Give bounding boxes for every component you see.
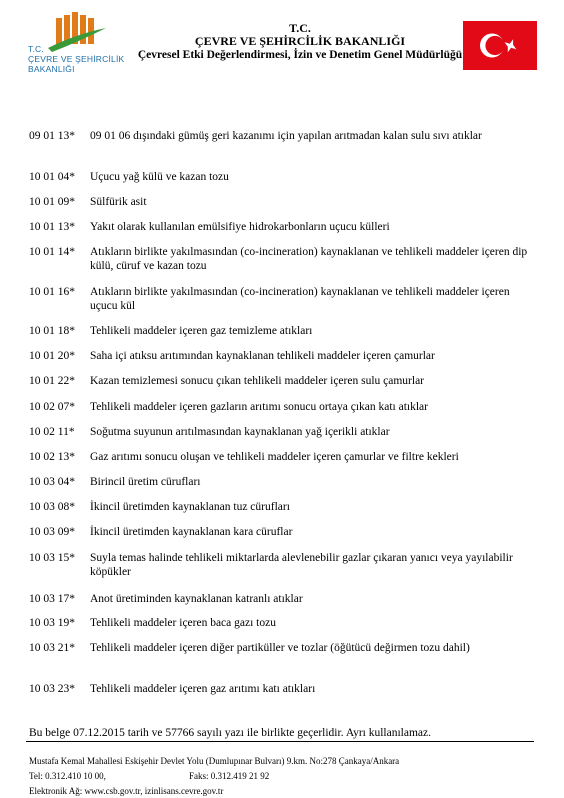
waste-code: 10 03 04* [29, 476, 75, 488]
list-item [29, 286, 539, 313]
waste-description: Atıkların birlikte yakılmasından (co-incineration) kaynaklanan ve tehlikeli maddeler içeren dip külü, cüruf ve kazan tozu [90, 246, 528, 272]
waste-description: Atıkların birlikte yakılmasından (co-incineration) kaynaklanan ve tehlikeli maddeler içeren uçucu kül [90, 286, 510, 312]
waste-code: 10 01 16* [29, 286, 75, 298]
footer-address: Mustafa Kemal Mahallesi Eskişehir Devlet Yolu (Dumlupınar Bulvarı) 9.km. No:278 Çankaya/Ankara [29, 756, 400, 766]
waste-code: 10 03 19* [29, 617, 75, 629]
list-item [29, 683, 539, 697]
list-item [29, 476, 539, 490]
waste-code: 10 01 13* [29, 221, 75, 233]
waste-description: Tehlikeli maddeler içeren gaz arıtımı katı atıkları [90, 683, 316, 695]
list-item [29, 375, 539, 389]
waste-code: 10 03 17* [29, 593, 75, 605]
turkish-flag-icon [463, 21, 537, 70]
waste-description: Tehlikeli maddeler içeren baca gazı tozu [90, 617, 276, 629]
list-item [29, 451, 539, 465]
list-item [29, 196, 539, 210]
waste-description: Saha içi atıksu arıtımından kaynaklanan tehlikeli maddeler içeren çamurlar [90, 350, 435, 362]
waste-code: 10 03 23* [29, 683, 75, 695]
waste-code: 10 03 21* [29, 642, 75, 654]
waste-description: Anot üretiminden kaynaklanan katranlı atıklar [90, 593, 303, 605]
waste-description: Birincil üretim cürufları [90, 476, 201, 488]
list-item [29, 130, 539, 144]
waste-code: 09 01 13* [29, 130, 75, 142]
waste-code: 10 02 11* [29, 426, 75, 438]
waste-description: İkincil üretimden kaynaklanan kara cüruflar [90, 526, 293, 538]
waste-description: Suyla temas halinde tehlikeli miktarlarda alevlenebilir gazlar çıkaran yanıcı veya yayılabilir köpükler [90, 552, 513, 578]
list-item [29, 246, 539, 273]
waste-description: Tehlikeli maddeler içeren diğer partiküller ve tozlar (öğütücü değirmen tozu dahil) [90, 642, 470, 654]
list-item [29, 426, 539, 440]
list-item [29, 642, 539, 656]
waste-code: 10 01 09* [29, 196, 75, 208]
list-item [29, 526, 539, 540]
waste-description: Tehlikeli maddeler içeren gaz temizleme atıkları [90, 325, 313, 337]
logo-text-line: BAKANLIĞI [28, 64, 75, 74]
list-item [29, 617, 539, 631]
header-line-3: Çevresel Etki Değerlendirmesi, İzin ve Denetim Genel Müdürlüğü [137, 49, 463, 61]
header-line-1: T.C. [289, 21, 311, 35]
waste-description: 09 01 06 dışındaki gümüş geri kazanımı için yapılan arıtmadan kalan sulu sıvı atıklar [90, 130, 482, 142]
waste-code: 10 01 14* [29, 246, 75, 258]
list-item [29, 552, 539, 579]
footer-tel: Tel: 0.312.410 10 00, [29, 771, 106, 781]
list-item [29, 593, 539, 607]
list-item [29, 401, 539, 415]
waste-description: Gaz arıtımı sonucu oluşan ve tehlikeli maddeler içeren çamurlar ve filtre kekleri [90, 451, 459, 463]
list-item [29, 325, 539, 339]
waste-code: 10 01 04* [29, 171, 75, 183]
list-item [29, 171, 539, 185]
list-item [29, 501, 539, 515]
waste-description: İkincil üretimden kaynaklanan tuz cürufları [90, 501, 290, 513]
footer-web: Elektronik Ağ: www.csb.gov.tr, izinlisans.cevre.gov.tr [29, 786, 224, 796]
logo-text-line: ÇEVRE VE ŞEHİRCİLİK [28, 54, 125, 64]
document-header [100, 22, 500, 62]
waste-code: 10 03 15* [29, 552, 75, 564]
footer-divider [26, 741, 534, 742]
logo-text-line: T.C. [28, 44, 44, 54]
waste-code: 10 02 13* [29, 451, 75, 463]
waste-code: 10 03 09* [29, 526, 75, 538]
list-item [29, 221, 539, 235]
footer-fax: Faks: 0.312.419 21 92 [189, 771, 270, 781]
waste-description: Sülfürik asit [90, 196, 147, 208]
waste-description: Uçucu yağ külü ve kazan tozu [90, 171, 229, 183]
waste-code: 10 03 08* [29, 501, 75, 513]
header-line-2: ÇEVRE VE ŞEHİRCİLİK BAKANLIĞI [194, 34, 406, 48]
waste-description: Kazan temizlemesi sonucu çıkan tehlikeli maddeler içeren sulu çamurlar [90, 375, 424, 387]
list-item [29, 350, 539, 364]
waste-code: 10 02 07* [29, 401, 75, 413]
waste-description: Tehlikeli maddeler içeren gazların arıtımı sonucu ortaya çıkan katı atıklar [90, 401, 428, 413]
waste-description: Yakıt olarak kullanılan emülsifiye hidrokarbonların uçucu külleri [90, 221, 390, 233]
waste-code: 10 01 18* [29, 325, 75, 337]
validity-note: Bu belge 07.12.2015 tarih ve 57766 sayılı yazı ile birlikte geçerlidir. Ayrı kullanılamaz. [29, 727, 431, 739]
footer-phone-line [29, 771, 270, 782]
waste-code: 10 01 20* [29, 350, 75, 362]
waste-code: 10 01 22* [29, 375, 75, 387]
waste-description: Soğutma suyunun arıtılmasından kaynaklanan yağ içerikli atıklar [90, 426, 390, 438]
